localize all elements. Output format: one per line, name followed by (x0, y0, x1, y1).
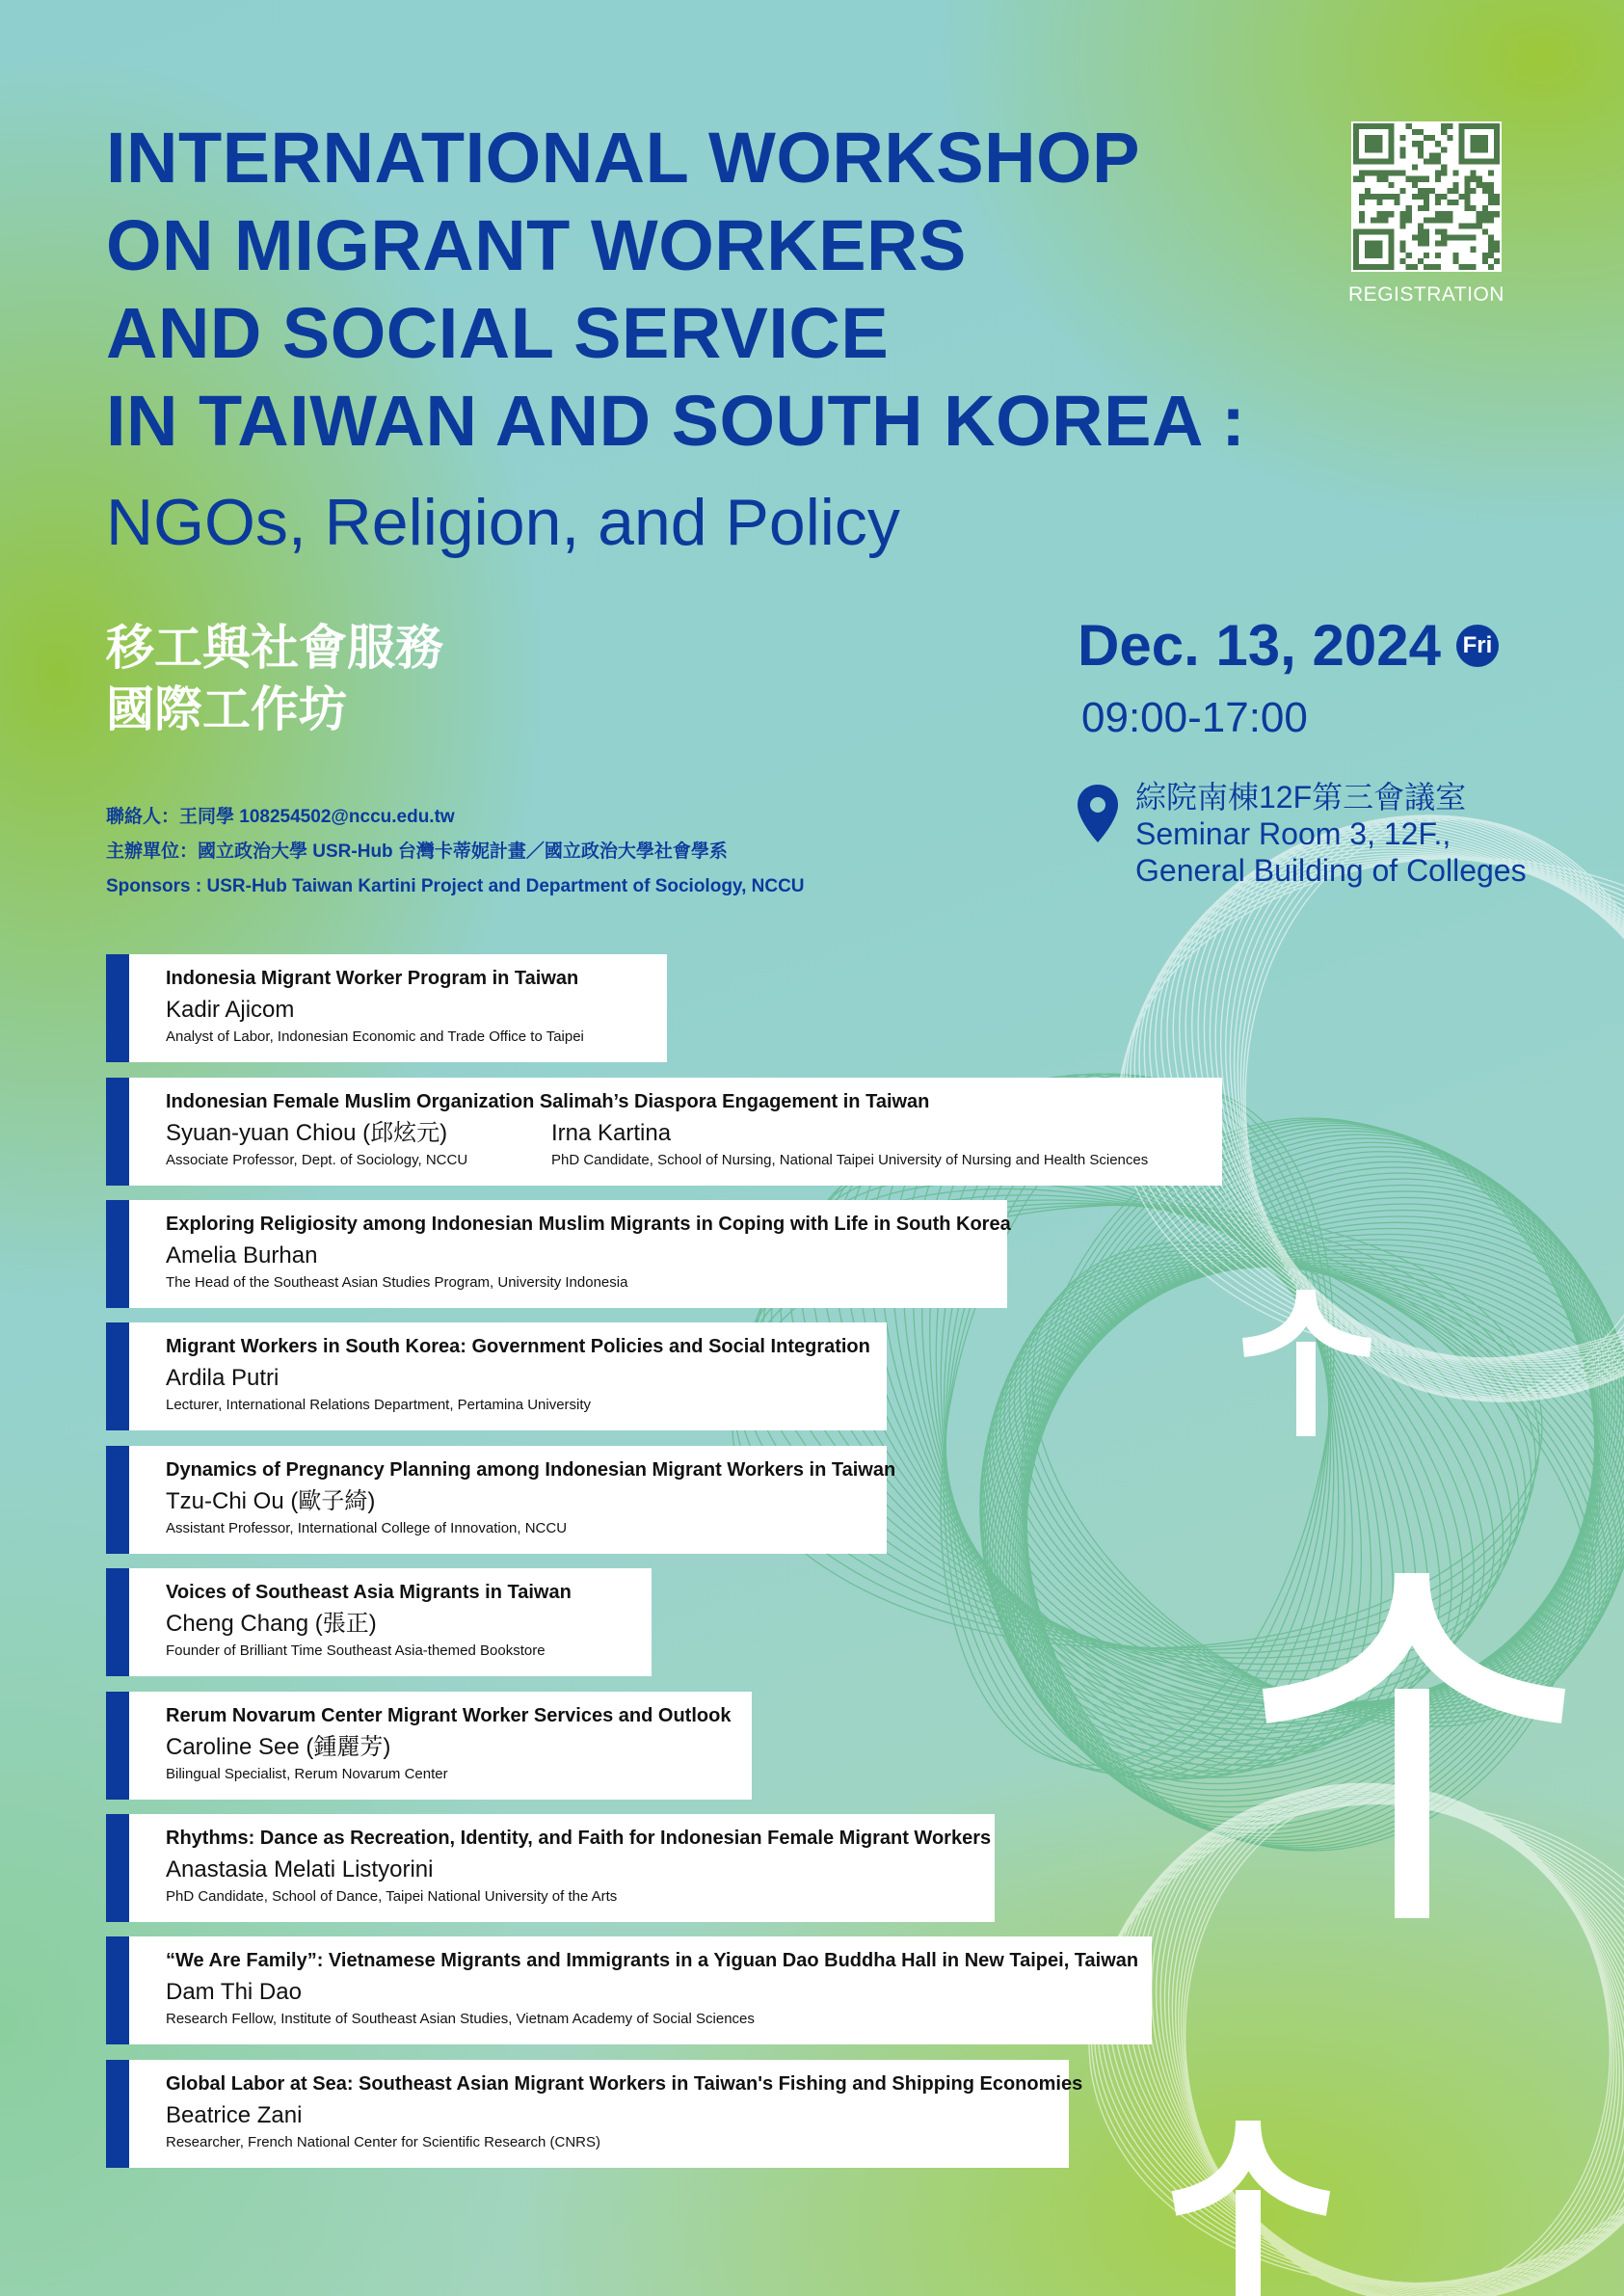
speaker-name: Ardila Putri (166, 1365, 280, 1391)
sponsors: Sponsors : USR-Hub Taiwan Kartini Project and Department of Sociology, NCCU (106, 876, 805, 896)
speaker-affiliation: Analyst of Labor, Indonesian Economic and Trade Office to Taipei (166, 1028, 584, 1045)
chinese-title (106, 617, 443, 740)
speaker-name: Irna Kartina (551, 1120, 672, 1146)
speaker-affiliation: PhD Candidate, School of Dance, Taipei National University of the Arts (166, 1888, 618, 1905)
title-line: IN TAIWAN AND SOUTH KOREA : (106, 381, 1246, 461)
speaker-name: Tzu-Chi Ou (歐子綺) (166, 1488, 376, 1514)
venue-line: General Building of Colleges (1135, 853, 1527, 888)
session-card (106, 1936, 1152, 2044)
workshop-title (106, 114, 1245, 465)
speaker-name: Kadir Ajicom (166, 997, 295, 1023)
speaker-name: Anastasia Melati Listyorini (166, 1856, 434, 1882)
speaker-affiliation: Lecturer, International Relations Department, Pertamina University (166, 1397, 592, 1413)
title-line: INTERNATIONAL WORKSHOP (106, 118, 1141, 198)
speaker-affiliation: Founder of Brilliant Time Southeast Asia-themed Bookstore (166, 1642, 546, 1659)
event-datetime (1078, 607, 1499, 746)
session-card (106, 1814, 995, 1922)
speaker-affiliation: Researcher, French National Center for Scientific Research (CNRS) (166, 2134, 601, 2150)
day-badge: Fri (1456, 625, 1499, 667)
session-card (106, 1200, 1011, 1308)
chinese-title-line: 移工與社會服務 (106, 621, 443, 675)
session-title: Rerum Novarum Center Migrant Worker Services and Outlook (166, 1705, 732, 1726)
speaker-name: Amelia Burhan (166, 1242, 318, 1268)
session-title: Voices of Southeast Asia Migrants in Taiwan (166, 1582, 572, 1603)
session-title: Global Labor at Sea: Southeast Asian Migrant Workers in Taiwan's Fishing and Shipping Economies (166, 2073, 1083, 2095)
session-card (106, 1078, 1222, 1186)
location-pin-icon (1076, 783, 1120, 844)
chinese-title-line: 國際工作坊 (106, 682, 347, 736)
session-card (106, 2060, 1083, 2168)
person-glyph-decoration (1174, 1290, 1563, 2296)
workshop-subtitle: NGOs, Religion, and Policy (106, 486, 900, 559)
speaker-name: Cheng Chang (張正) (166, 1611, 377, 1637)
session-title: Dynamics of Pregnancy Planning among Indonesian Migrant Workers in Taiwan (166, 1459, 896, 1481)
speaker-name: Beatrice Zani (166, 2102, 303, 2128)
session-card (106, 1692, 752, 1800)
registration-qr[interactable] (1345, 121, 1507, 307)
speaker-name: Dam Thi Dao (166, 1979, 302, 2005)
speaker-affiliation: Bilingual Specialist, Rerum Novarum Center (166, 1766, 448, 1782)
speaker-affiliation: PhD Candidate, School of Nursing, National Taipei University of Nursing and Health Sciences (551, 1152, 1149, 1168)
contact-info (106, 800, 805, 904)
session-title: Rhythms: Dance as Recreation, Identity, and Faith for Indonesian Female Migrant Workers (166, 1828, 992, 1849)
session-card (106, 954, 667, 1062)
event-date: Dec. 13, 2024 (1078, 613, 1441, 678)
venue-line: 綜院南棟12F第三會議室 (1135, 780, 1467, 814)
organizer: 主辦單位：國立政治大學 USR-Hub 台灣卡蒂妮計畫／國立政治大學社會學系 (106, 841, 728, 862)
speaker-name: Caroline See (鍾麗芳) (166, 1734, 391, 1760)
title-line: ON MIGRANT WORKERS (106, 205, 967, 285)
venue-line: Seminar Room 3, 12F., (1135, 816, 1451, 851)
title-line: AND SOCIAL SERVICE (106, 293, 890, 373)
session-card (106, 1568, 652, 1676)
event-time: 09:00-17:00 (1081, 694, 1308, 741)
speaker-affiliation: Research Fellow, Institute of Southeast Asian Studies, Vietnam Academy of Social Sciences (166, 2011, 755, 2027)
event-venue (1076, 779, 1527, 889)
session-title: Indonesia Migrant Worker Program in Taiwan (166, 968, 579, 989)
session-title: “We Are Family”: Vietnamese Migrants and Immigrants in a Yiguan Dao Buddha Hall in New Taipei, Taiwan (166, 1950, 1139, 1971)
session-title: Exploring Religiosity among Indonesian Muslim Migrants in Coping with Life in South Korea (166, 1214, 1011, 1235)
speaker-affiliation: The Head of the Southeast Asian Studies Program, University Indonesia (166, 1274, 628, 1291)
session-title: Migrant Workers in South Korea: Government Policies and Social Integration (166, 1336, 870, 1357)
session-card (106, 1322, 887, 1430)
speaker-name: Syuan-yuan Chiou (邱炫元) (166, 1120, 448, 1146)
registration-label: REGISTRATION (1348, 283, 1504, 306)
speaker-affiliation: Associate Professor, Dept. of Sociology, NCCU (166, 1152, 468, 1168)
session-title: Indonesian Female Muslim Organization Salimah’s Diaspora Engagement in Taiwan (166, 1091, 930, 1112)
contact-person: 聯絡人：王同學 108254502@nccu.edu.tw (106, 807, 455, 827)
speaker-affiliation: Assistant Professor, International College of Innovation, NCCU (166, 1520, 568, 1536)
session-card (106, 1446, 896, 1554)
qr-code-icon[interactable] (1351, 121, 1502, 272)
